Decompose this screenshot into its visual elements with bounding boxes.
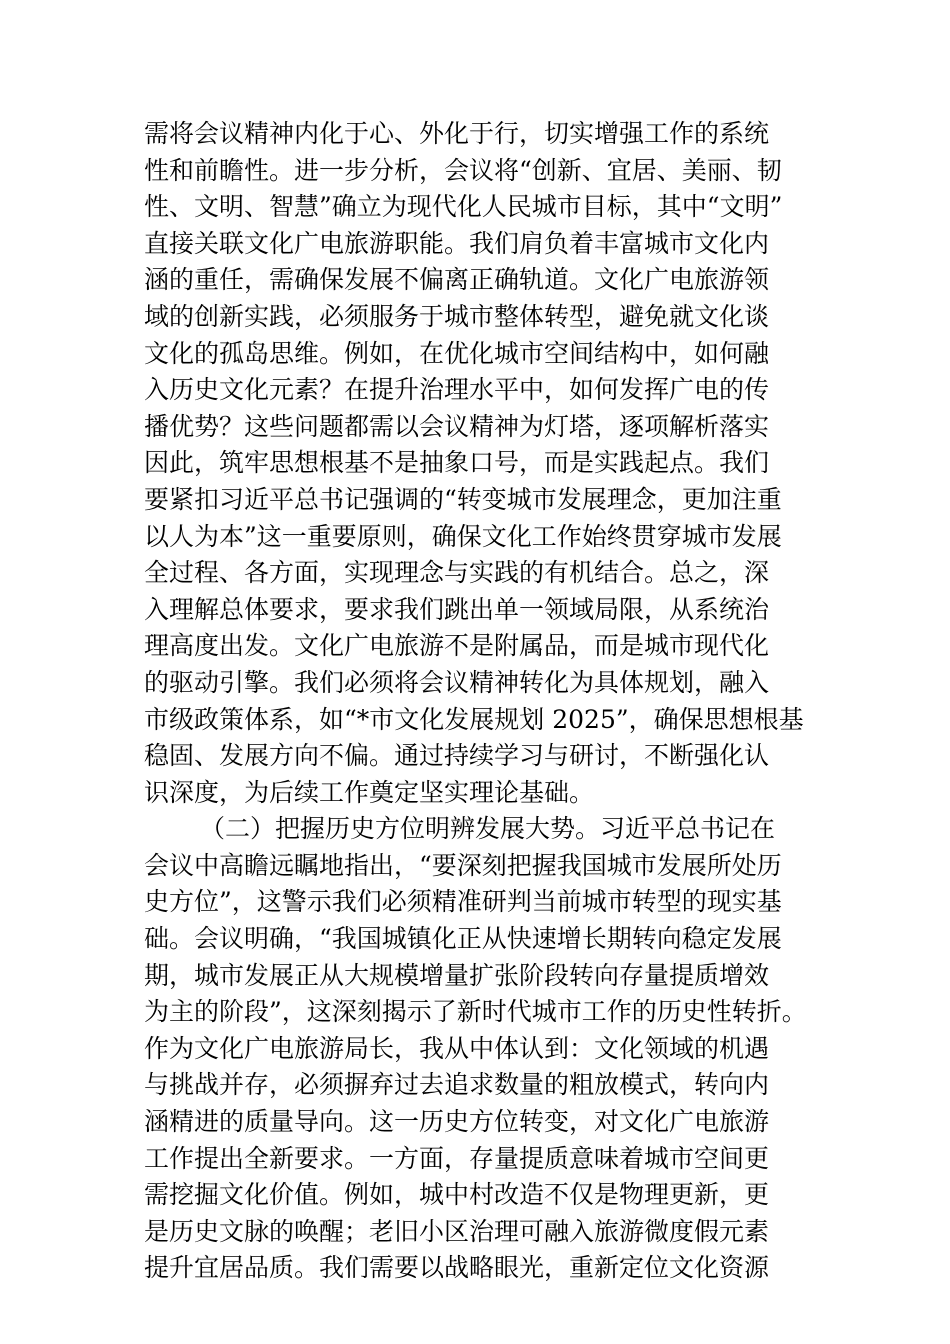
text-line: 性和前瞻性。进一步分析，会议将“创新、宜居、美丽、韧 <box>144 155 782 185</box>
text-line: 播优势？这些问题都需以会议精神为灯塔，逐项解析落实 <box>144 411 770 441</box>
text-line: 全过程、各方面，实现理念与实践的有机结合。总之，深 <box>144 558 770 588</box>
text-line: 期，城市发展正从大规模增量扩张阶段转向存量提质增效 <box>144 960 770 990</box>
text-line: 因此，筑牢思想根基不是抽象口号，而是实践起点。我们 <box>144 448 770 478</box>
text-line: 涵精进的质量导向。这一历史方位转变，对文化广电旅游 <box>144 1107 770 1137</box>
text-line: 需挖掘文化价值。例如，城中村改造不仅是物理更新，更 <box>144 1180 770 1210</box>
text-line: 域的创新实践，必须服务于城市整体转型，避免就文化谈 <box>144 301 770 331</box>
text-line: 史方位”，这警示我们必须精准研判当前城市转型的现实基 <box>144 887 782 917</box>
text-line: 的驱动引擎。我们必须将会议精神转化为具体规划，融入 <box>144 667 770 697</box>
text-line: 入理解总体要求，要求我们跳出单一领域局限，从系统治 <box>144 594 770 624</box>
text-line: 要紧扣习近平总书记强调的“转变城市发展理念，更加注重 <box>144 484 782 514</box>
text-line: 需将会议精神内化于心、外化于行，切实增强工作的系统 <box>144 119 770 148</box>
text-line: 础。会议明确，“我国城镇化正从快速增长期转向稳定发展 <box>144 924 782 954</box>
text-line: 工作提出全新要求。一方面，存量提质意味着城市空间更 <box>144 1143 770 1173</box>
text-line: 性、文明、智慧”确立为现代化人民城市目标，其中“文明” <box>144 192 783 222</box>
text-line: 入历史文化元素？在提升治理水平中，如何发挥广电的传 <box>144 375 770 405</box>
section-heading-line: （二）把握历史方位明辨发展大势。习近平总书记在 <box>200 814 776 844</box>
text-line: 是历史文脉的唤醒；老旧小区治理可融入旅游微度假元素 <box>144 1216 770 1246</box>
text-line: 涵的重任，需确保发展不偏离正确轨道。文化广电旅游领 <box>144 265 770 295</box>
text-line: 直接关联文化广电旅游职能。我们肩负着丰富城市文化内 <box>144 228 770 258</box>
text-line: 市级政策体系，如“*市文化发展规划 2025”，确保思想根基 <box>144 704 804 734</box>
text-line: 以人为本”这一重要原则，确保文化工作始终贯穿城市发展 <box>144 521 782 551</box>
text-line: 会议中高瞻远瞩地指出，“要深刻把握我国城市发展所处历 <box>144 850 782 880</box>
text-line: 稳固、发展方向不偏。通过持续学习与研讨，不断强化认 <box>144 741 770 771</box>
text-line: 理高度出发。文化广电旅游不是附属品，而是城市现代化 <box>144 631 770 661</box>
text-line: 为主的阶段”，这深刻揭示了新时代城市工作的历史性转折。 <box>144 997 807 1027</box>
text-line: 识深度，为后续工作奠定坚实理论基础。 <box>144 777 595 807</box>
text-line: 与挑战并存，必须摒弃过去追求数量的粗放模式，转向内 <box>144 1070 770 1100</box>
text-line: 作为文化广电旅游局长，我从中体认到：文化领域的机遇 <box>144 1033 770 1063</box>
text-line: 提升宜居品质。我们需要以战略眼光，重新定位文化资源 <box>144 1253 770 1283</box>
body-text <box>144 116 824 1287</box>
text-line: 文化的孤岛思维。例如，在优化城市空间结构中，如何融 <box>144 338 770 368</box>
